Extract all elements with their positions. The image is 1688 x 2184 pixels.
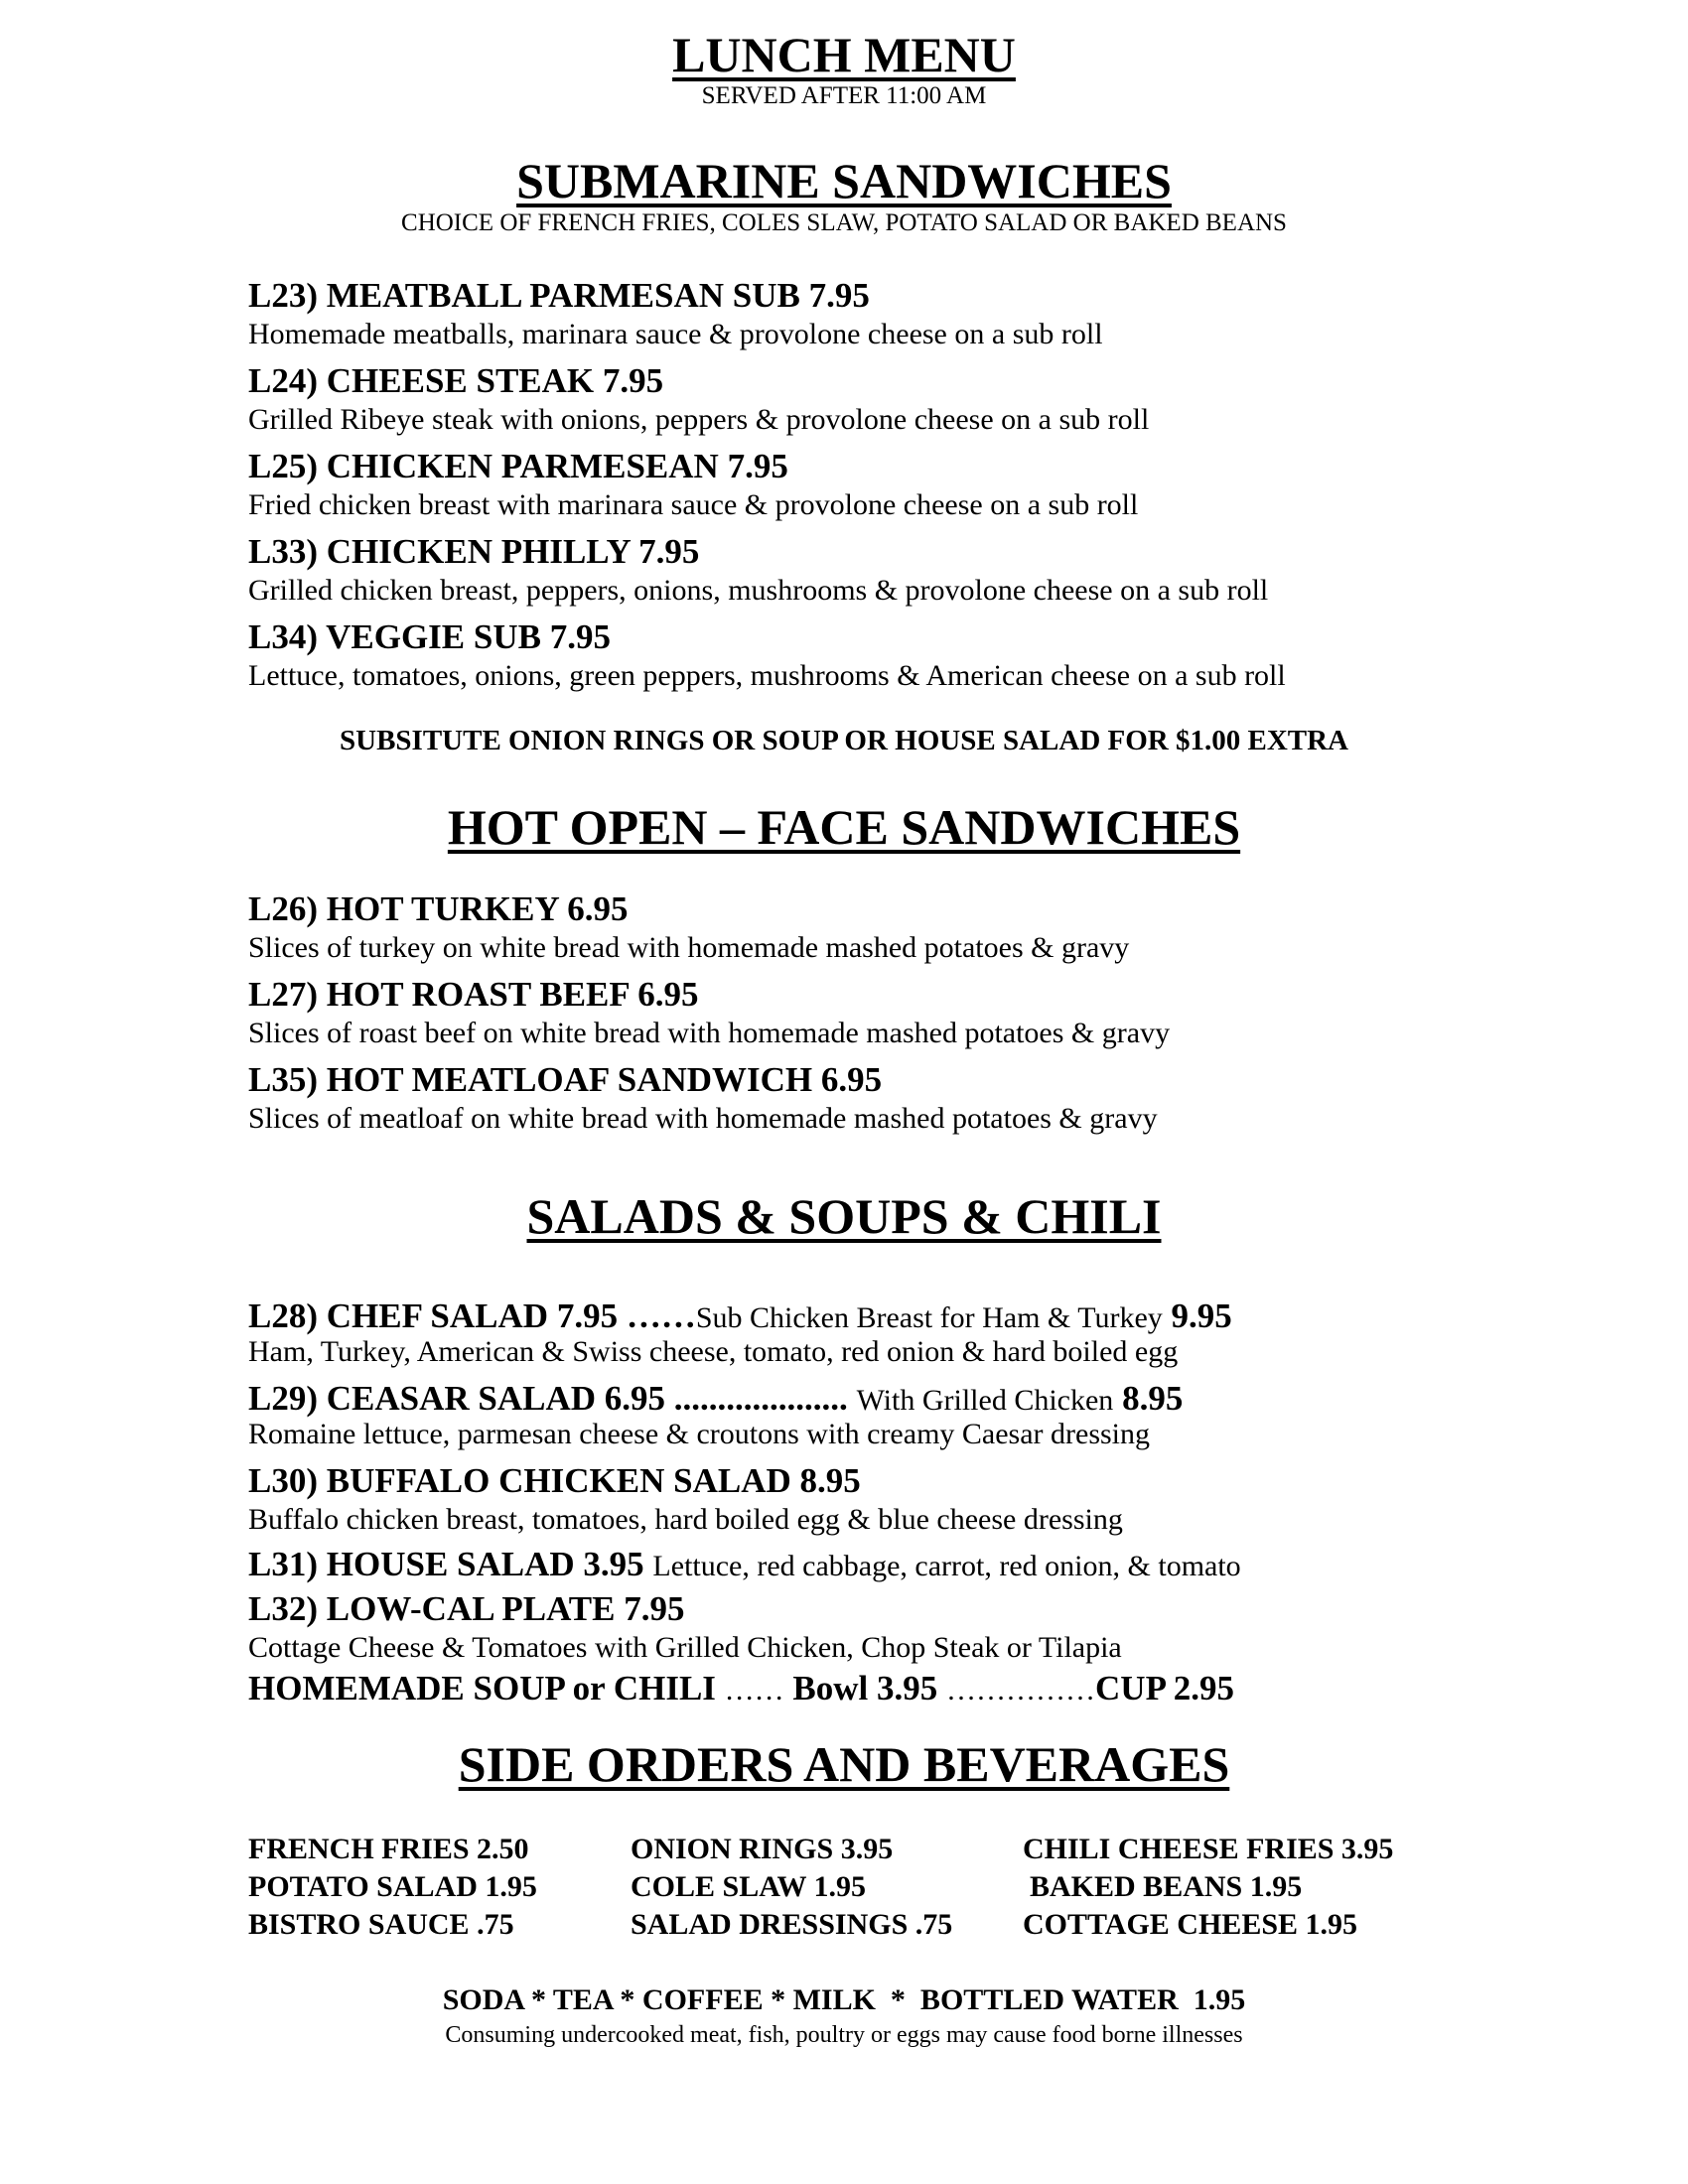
item-extra-price: 9.95 — [1171, 1297, 1232, 1335]
menu-item — [248, 619, 1539, 691]
side-item: SALAD DRESSINGS .75 — [631, 1908, 953, 1941]
item-name: L35) HOT MEATLOAF SANDWICH 6.95 — [248, 1060, 883, 1099]
item-desc: Grilled chicken breast, peppers, onions, mushrooms & provolone cheese on a sub roll — [248, 574, 1269, 607]
item-desc: Slices of meatloaf on white bread with homemade mashed potatoes & gravy — [248, 1102, 1158, 1135]
menu-item — [248, 534, 1539, 606]
section-title-sides: SIDE ORDERS AND BEVERAGES — [458, 1736, 1230, 1792]
served-after-note: SERVED AFTER 11:00 AM — [701, 82, 987, 109]
item-desc: Buffalo chicken breast, tomatoes, hard boiled egg & blue cheese dressing — [248, 1503, 1123, 1536]
side-item: COTTAGE CHEESE 1.95 — [1023, 1908, 1358, 1941]
item-name: L27) HOT ROAST BEEF 6.95 — [248, 975, 699, 1014]
item-desc: Slices of turkey on white bread with homemade mashed potatoes & gravy — [248, 931, 1130, 964]
leader-dots: …… — [724, 1674, 784, 1706]
menu-item — [248, 1298, 1539, 1367]
item-name: L34) VEGGIE SUB 7.95 — [248, 617, 611, 656]
section-title-salads: SALADS & SOUPS & CHILI — [526, 1188, 1162, 1244]
item-name-row — [248, 1381, 1539, 1416]
item-name: L25) CHICKEN PARMESEAN 7.95 — [248, 447, 788, 485]
section-title-submarine: SUBMARINE SANDWICHES — [516, 153, 1172, 208]
side-item: ONION RINGS 3.95 — [631, 1833, 894, 1865]
item-desc: Grilled Ribeye steak with onions, peppers & provolone cheese on a sub roll — [248, 403, 1150, 436]
side-item: POTATO SALAD 1.95 — [248, 1870, 537, 1903]
item-desc: Cottage Cheese & Tomatoes with Grilled Chicken, Chop Steak or Tilapia — [248, 1631, 1122, 1664]
menu-item-soup — [248, 1671, 1539, 1706]
side-item: COLE SLAW 1.95 — [631, 1870, 867, 1903]
bowl-price: Bowl 3.95 — [792, 1669, 938, 1707]
item-name: L26) HOT TURKEY 6.95 — [248, 889, 629, 928]
item-desc: Homemade meatballs, marinara sauce & provolone cheese on a sub roll — [248, 318, 1103, 350]
substitute-note: SUBSITUTE ONION RINGS OR SOUP OR HOUSE SALAD FOR $1.00 EXTRA — [340, 725, 1348, 756]
salad-item-list — [248, 1298, 1539, 1706]
item-name: L29) CEASAR SALAD 6.95 .................... — [248, 1379, 848, 1418]
item-extra-price: 8.95 — [1122, 1379, 1184, 1418]
item-extra: Sub Chicken Breast for Ham & Turkey — [695, 1301, 1163, 1334]
item-desc: Fried chicken breast with marinara sauce & provolone cheese on a sub roll — [248, 488, 1139, 521]
item-name: L31) HOUSE SALAD 3.95 — [248, 1545, 644, 1583]
leader-dots: …………… — [946, 1674, 1096, 1706]
menu-item — [248, 1381, 1539, 1449]
menu-item — [248, 363, 1539, 435]
item-desc: Lettuce, tomatoes, onions, green peppers, mushrooms & American cheese on a sub roll — [248, 659, 1286, 692]
beverages-line: SODA * TEA * COFFEE * MILK * BOTTLED WATER 1.95 — [442, 1983, 1246, 2016]
side-item: FRENCH FRIES 2.50 — [248, 1833, 529, 1865]
menu-item — [248, 278, 1539, 349]
food-safety-warning: Consuming undercooked meat, fish, poultry or eggs may cause food borne illnesses — [445, 2022, 1243, 2048]
side-item: BISTRO SAUCE .75 — [248, 1908, 514, 1941]
item-name-row — [248, 1671, 1539, 1706]
menu-item — [248, 1547, 1539, 1581]
menu-item — [248, 1591, 1539, 1663]
item-name: L28) CHEF SALAD 7.95 …… — [248, 1297, 696, 1335]
item-name: L23) MEATBALL PARMESAN SUB 7.95 — [248, 276, 870, 315]
item-name-row — [248, 1547, 1539, 1581]
submarine-item-list — [248, 278, 1539, 691]
item-name: HOMEMADE SOUP or CHILI — [248, 1669, 716, 1707]
section-title-hot-open-face: HOT OPEN – FACE SANDWICHES — [447, 799, 1241, 855]
item-name: L32) LOW-CAL PLATE 7.95 — [248, 1589, 685, 1628]
item-name: L30) BUFFALO CHICKEN SALAD 8.95 — [248, 1461, 861, 1500]
item-name: L33) CHICKEN PHILLY 7.95 — [248, 532, 700, 571]
hot-item-list — [248, 891, 1539, 1134]
item-extra: Lettuce, red cabbage, carrot, red onion, & tomato — [652, 1550, 1241, 1582]
side-item: BAKED BEANS 1.95 — [1030, 1870, 1303, 1903]
item-desc: Ham, Turkey, American & Swiss cheese, tomato, red onion & hard boiled egg — [248, 1335, 1179, 1368]
menu-item — [248, 1463, 1539, 1535]
cup-price: CUP 2.95 — [1095, 1669, 1235, 1707]
side-item: CHILI CHEESE FRIES 3.95 — [1023, 1833, 1394, 1865]
page-title: LUNCH MENU — [672, 27, 1016, 82]
section-subtitle-submarine: CHOICE OF FRENCH FRIES, COLES SLAW, POTATO SALAD OR BAKED BEANS — [401, 209, 1287, 236]
menu-item — [248, 1062, 1539, 1134]
menu-item — [248, 977, 1539, 1048]
item-desc: Slices of roast beef on white bread with homemade mashed potatoes & gravy — [248, 1017, 1171, 1049]
item-name-row — [248, 1298, 1539, 1333]
item-name: L24) CHEESE STEAK 7.95 — [248, 361, 664, 400]
menu-item — [248, 449, 1539, 520]
item-extra: With Grilled Chicken — [856, 1384, 1114, 1417]
menu-item — [248, 891, 1539, 963]
item-desc: Romaine lettuce, parmesan cheese & croutons with creamy Caesar dressing — [248, 1418, 1151, 1450]
